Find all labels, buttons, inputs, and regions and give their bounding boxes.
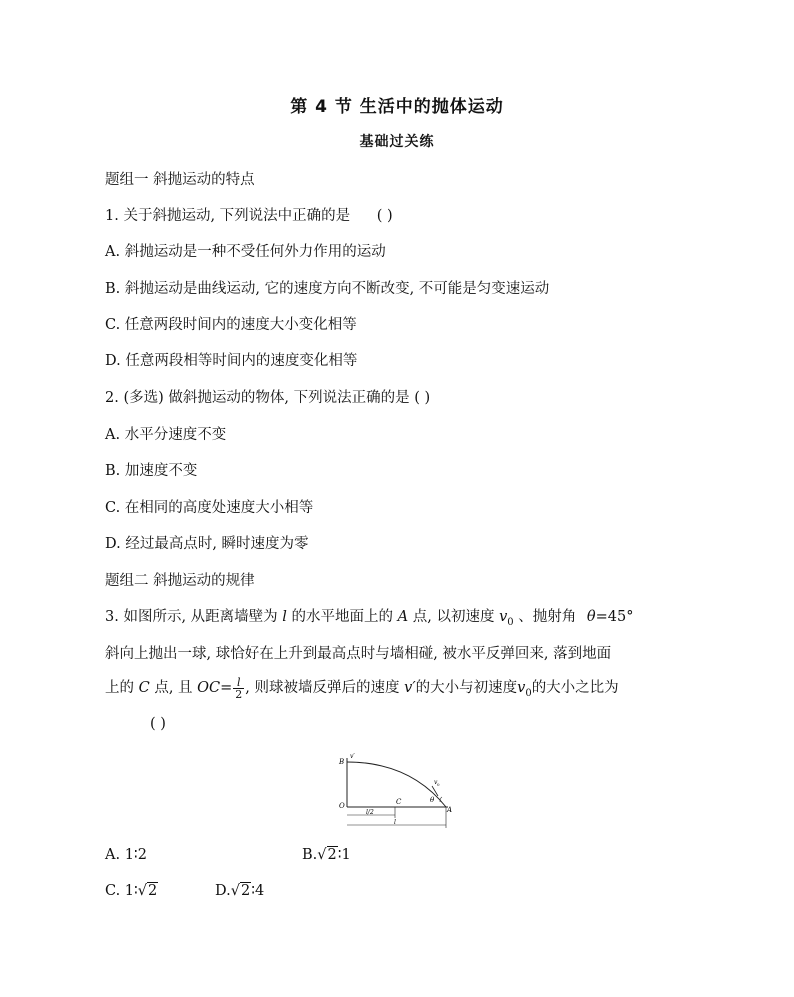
q3-text: 点, 以初速度	[412, 609, 495, 625]
q2-option-c: C. 在相同的高度处速度大小相等	[105, 500, 314, 516]
q2-option-a: A. 水平分速度不变	[105, 427, 227, 443]
q3-var-vprime: v′	[404, 680, 416, 696]
q3-sub: 0	[525, 687, 532, 699]
label-half-l: l/2	[366, 809, 374, 816]
group2-heading: 题组二 斜抛运动的规律	[105, 573, 255, 589]
q1-option-c: C. 任意两段时间内的速度大小变化相等	[105, 317, 357, 333]
q3-var-theta: θ	[586, 609, 596, 625]
q3-equals: =	[220, 680, 233, 696]
q3-option-b	[302, 847, 351, 863]
label-vprime: v′	[350, 753, 355, 760]
q3-text: 3. 如图所示, 从距离墙壁为	[105, 609, 278, 625]
q3-point-a: A	[397, 609, 409, 625]
q3-answer-blank: ( )	[150, 716, 166, 732]
q2-answer-blank: ( )	[414, 390, 431, 406]
label-l: l	[394, 819, 396, 826]
q2-stem-text: 2. (多选) 做斜抛运动的物体, 下列说法正确的是	[105, 390, 410, 406]
sqrt-symbol: √2	[317, 847, 337, 863]
q3-text: 的水平地面上的	[291, 609, 394, 625]
q1-answer-blank: ( )	[376, 208, 393, 224]
q1-stem	[105, 204, 393, 225]
q3-text: 、抛射角	[518, 609, 577, 625]
radicand: 2	[327, 847, 337, 863]
fraction-numerator: l	[233, 677, 244, 689]
q3-text: 上的	[105, 680, 134, 696]
option-ratio: ∶1	[337, 847, 351, 863]
radicand: 2	[240, 883, 251, 899]
q3-option-d	[215, 883, 264, 899]
label-theta: θ	[430, 796, 435, 804]
sqrt-symbol: √2	[137, 883, 158, 899]
projectile-figure	[330, 752, 470, 832]
label-b: B	[339, 758, 345, 766]
radicand: 2	[148, 883, 158, 899]
q3-text: 的大小与初速度	[415, 680, 518, 696]
q3-angle-value: =45°	[595, 609, 634, 625]
fraction-denominator: 2	[235, 687, 243, 701]
option-label: D.	[215, 883, 231, 899]
label-v0-sub: 0	[437, 782, 440, 787]
label-a: A	[447, 806, 453, 814]
q3-option-c	[105, 883, 158, 899]
q3-line-2: 斜向上抛出一球, 球恰好在上升到最高点时与墙相碰, 被水平反弹回来, 落到地面	[105, 646, 612, 662]
q1-stem-text: 1. 关于斜抛运动, 下列说法中正确的是	[105, 208, 351, 224]
q2-option-d: D. 经过最高点时, 瞬时速度为零	[105, 536, 309, 552]
q3-line-1	[105, 605, 633, 628]
option-label: C. 1∶	[105, 883, 138, 899]
q3-line-3	[105, 676, 619, 700]
q2-stem	[105, 386, 430, 407]
q3-text: 的大小之比为	[531, 680, 619, 696]
label-v0: v	[434, 779, 438, 786]
q3-var-v0: v	[517, 680, 526, 696]
q2-option-b: B. 加速度不变	[105, 463, 198, 479]
group1-heading: 题组一 斜抛运动的特点	[105, 172, 255, 188]
q3-segment-oc: OC	[197, 680, 221, 696]
q3-option-a: A. 1∶2	[105, 847, 147, 863]
q3-text: 点, 且	[154, 680, 193, 696]
label-o-left: O	[339, 802, 345, 810]
q3-var-v0: v	[499, 609, 508, 625]
section-title: 第 4 节 生活中的抛体运动	[290, 97, 504, 117]
q3-sub: 0	[507, 616, 514, 628]
q3-text: , 则球被墙反弹后的速度	[245, 680, 400, 696]
q3-var-l: l	[282, 609, 287, 625]
label-c: C	[396, 798, 402, 806]
q1-option-b: B. 斜抛运动是曲线运动, 它的速度方向不断改变, 不可能是匀变速运动	[105, 281, 550, 297]
sqrt-symbol: √2	[230, 883, 251, 899]
q3-point-c: C	[138, 680, 150, 696]
q3-fraction	[233, 677, 244, 700]
q1-option-a: A. 斜抛运动是一种不受任何外力作用的运动	[105, 244, 386, 260]
option-label: B.	[302, 847, 318, 863]
q1-option-d: D. 任意两段相等时间内的速度变化相等	[105, 353, 358, 369]
option-ratio: ∶4	[251, 883, 265, 899]
section-subtitle: 基础过关练	[359, 134, 435, 150]
